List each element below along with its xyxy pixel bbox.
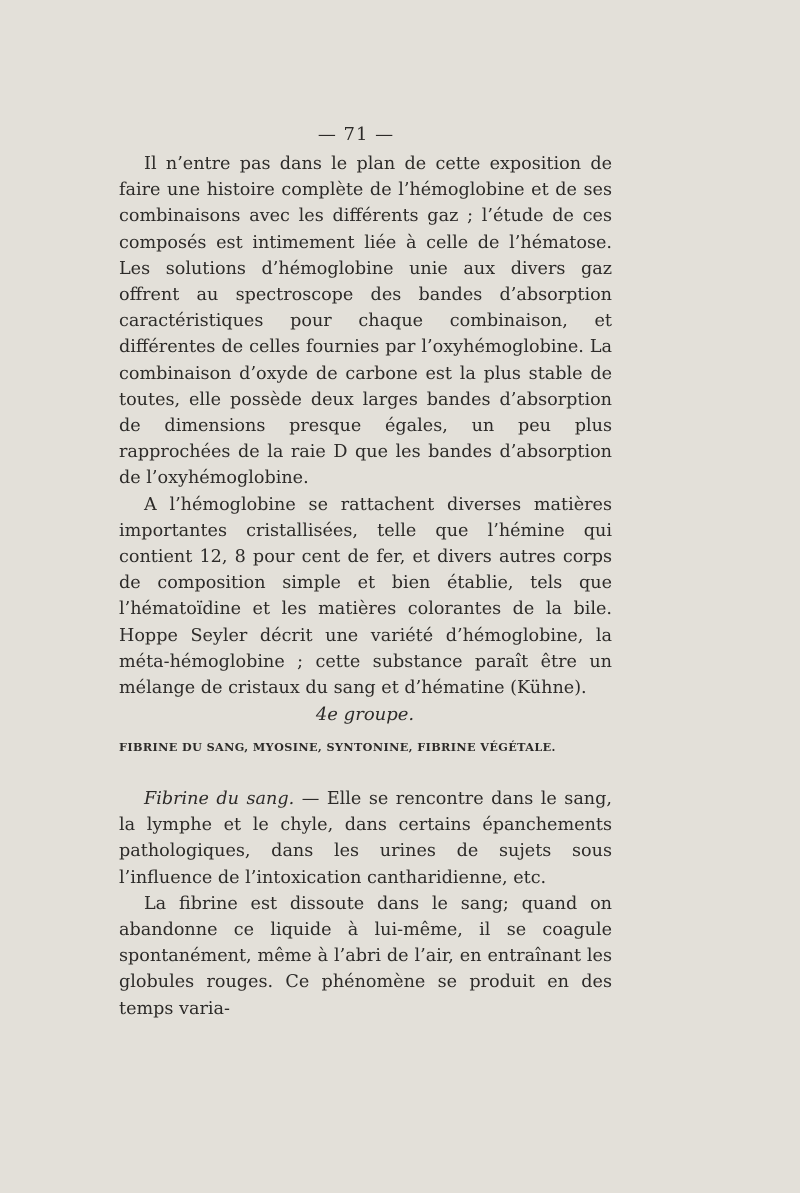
section-title: FIBRINE DU SANG, MYOSINE, SYNTONINE, FIBRINE VÉGÉTALE. — [119, 740, 556, 754]
body-text-upper — [119, 151, 612, 701]
paragraph-fibrine-coagulation: La fibrine est dissoute dans le sang; quand on abandonne ce liquide à lui-même, il se coagule spontanément, même à l’abri de l’air, en entraînant les globules rouges. Ce phénomène se produit en des temps varia- — [119, 893, 612, 1019]
paragraph-fibrine-text: — Elle se rencontre dans le sang, la lymphe et le chyle, dans certains épanchements pathologiques, dans les urines de sujets sous l’influence de l’intoxication cantharidienne, etc. — [119, 789, 612, 888]
paragraph-hemoglobin-gases: Il n’entre pas dans le plan de cette exposition de faire une histoire complète de l’hémoglobine et de ses combinaisons avec les différents gaz ; l’étude de ces composés est intimement liée à celle de l’hématose. Les solutions d’hémoglobine unie aux divers gaz offrent au spectroscope des bandes d’absorption caractéristiques pour chaque combinaison, et différentes de celles fournies par l’oxyhémoglobine. La combinaison d’oxyde de carbone est la plus stable de toutes, elle possède deux larges bandes d’absorption de dimensions presque égales, un peu plus rapprochées de la raie D que les bandes d’absorption de l’oxyhémoglobine. — [119, 154, 612, 489]
paragraph-fibrine-intro — [119, 786, 612, 891]
body-text-lower — [119, 786, 612, 1022]
page-number: — 71 — — [317, 124, 395, 145]
paragraph-lead-title: Fibrine du sang. — [144, 789, 295, 809]
group-heading: 4e groupe. — [315, 704, 415, 725]
paragraph-hemoglobin-derivatives: A l’hémoglobine se rattachent diverses matières importantes cristallisées, telle que l’hémine qui contient 12, 8 pour cent de fer, et divers autres corps de composition simple et bien établie, tels que l’hématoïdine et les matières colorantes de la bile. Hoppe Seyler décrit une variété d’hémoglobine, la méta-hémoglobine ; cette substance paraît être un mélange de cristaux du sang et d’hématine (Kühne). — [119, 494, 612, 699]
